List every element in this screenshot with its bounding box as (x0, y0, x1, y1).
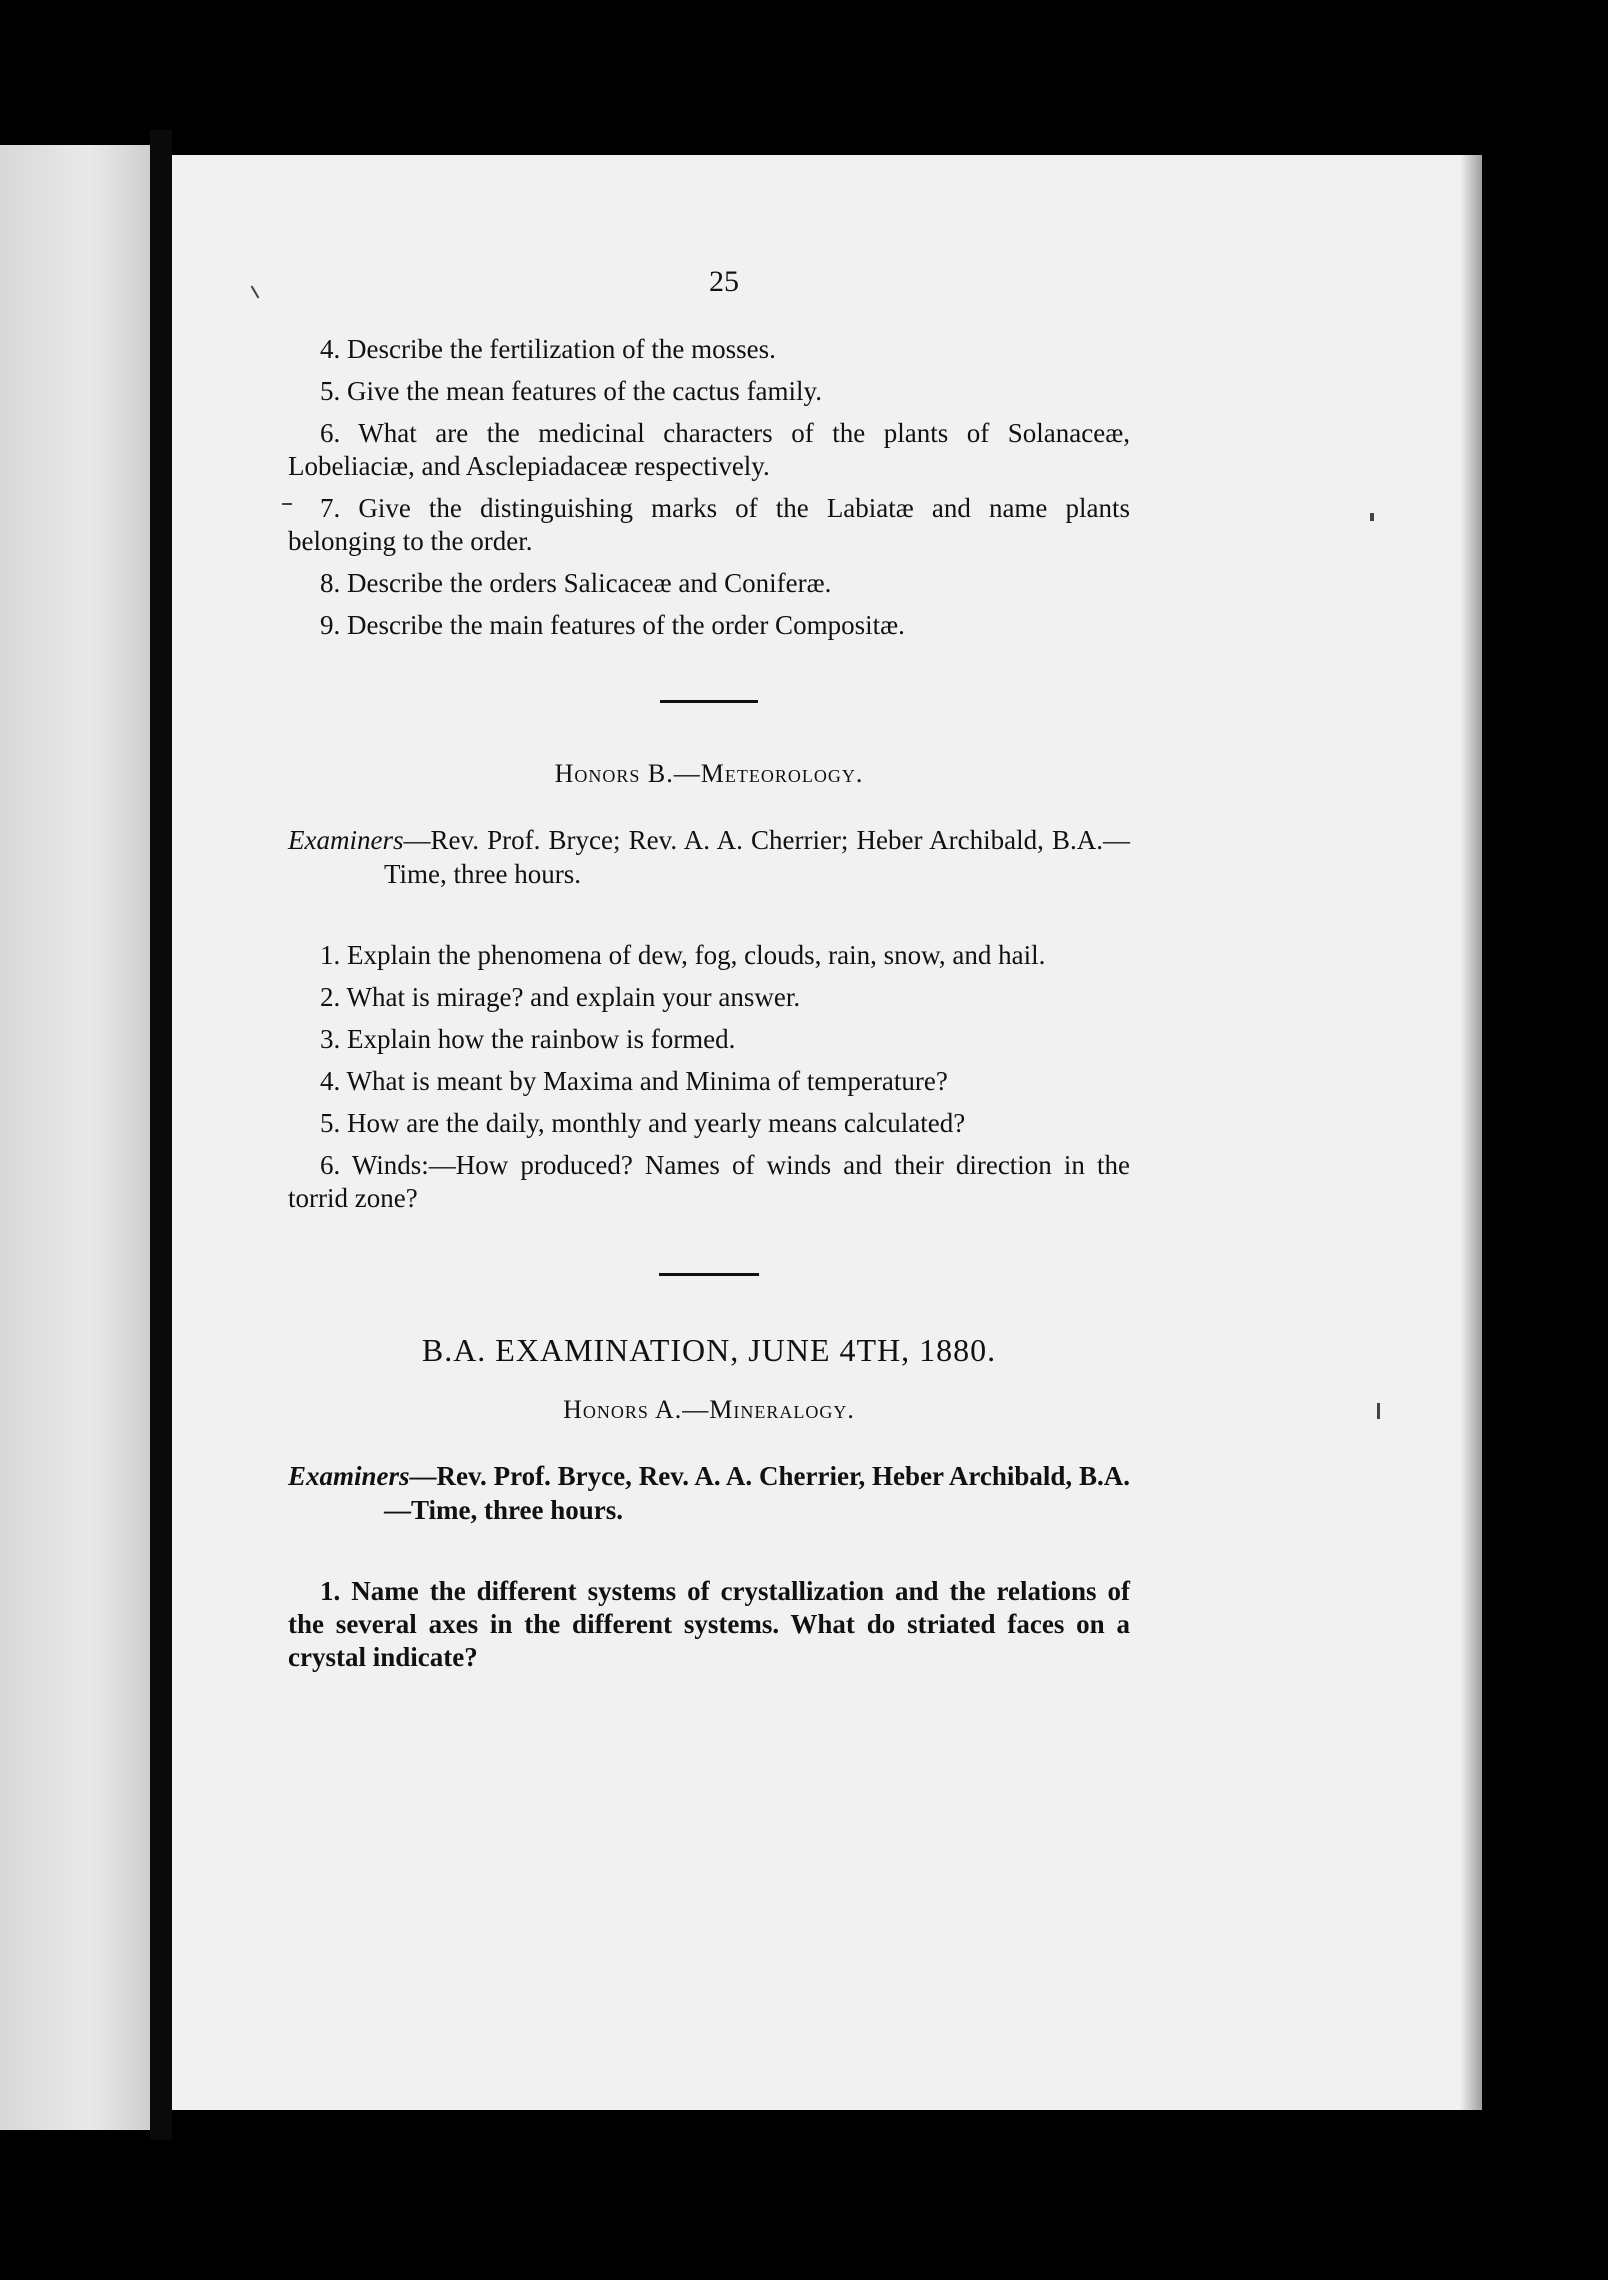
examiners-label: Examiners (288, 1461, 410, 1491)
question-item: 1. Name the different systems of crystallization and the relations of the several axes in the different systems. What do striated faces on a crystal indicate? (288, 1576, 1130, 1672)
question-item: 2. What is mirage? and explain your answer. (320, 982, 801, 1012)
mineralogy-questions (288, 1575, 1130, 1674)
scan-speck (251, 285, 260, 298)
question-item: 9. Describe the main features of the order Compositæ. (320, 610, 905, 640)
exam-title: B.A. EXAMINATION, JUNE 4TH, 1880. (421, 1332, 997, 1368)
meteorology-questions (288, 939, 1130, 1215)
question-item: 3. Explain how the rainbow is formed. (320, 1024, 736, 1054)
examiners-text: —Rev. Prof. Bryce; Rev. A. A. Cherrier; Heber Archibald, B.A.—Time, three hours. (384, 825, 1130, 889)
question-item: 7. Give the distinguishing marks of the Labiatæ and name plants belonging to the order. (288, 493, 1130, 556)
question-item: 5. Give the mean features of the cactus family. (320, 376, 823, 406)
book-spine (150, 130, 172, 2140)
page-edge-shadow (1460, 155, 1482, 2110)
section-heading-meteorology: Honors B.—Meteorology. (554, 759, 864, 788)
question-item: 8. Describe the orders Salicaceæ and Coniferæ. (320, 568, 832, 598)
page-number: 25 (709, 265, 739, 298)
question-item: 5. How are the daily, monthly and yearly means calculated? (320, 1108, 966, 1138)
section-divider (660, 700, 758, 703)
section-heading-mineralogy: Honors A.—Mineralogy. (563, 1395, 855, 1424)
page-content (288, 265, 1130, 1683)
examiners-label: Examiners (288, 825, 404, 855)
scan-speck (1370, 513, 1374, 521)
question-item: 6. What are the medicinal characters of the plants of Solanaceæ, Lobeliaciæ, and Asclepiadaceæ respectively. (288, 418, 1130, 481)
section-divider (659, 1273, 759, 1276)
left-page-edge (0, 145, 150, 2130)
question-item: 6. Winds:—How produced? Names of winds and their direction in the torrid zone? (288, 1150, 1130, 1213)
question-item: 4. Describe the fertilization of the mosses. (320, 334, 776, 364)
question-item: 4. What is meant by Maxima and Minima of temperature? (320, 1066, 948, 1096)
question-item: 1. Explain the phenomena of dew, fog, clouds, rain, snow, and hail. (320, 940, 1046, 970)
examiners-line (288, 823, 1130, 891)
scan-speck (1377, 1403, 1380, 1419)
botany-questions (288, 333, 1130, 642)
examiners-text: —Rev. Prof. Bryce, Rev. A. A. Cherrier, Heber Archibald, B.A.—Time, three hours. (384, 1461, 1130, 1525)
examiners-line (288, 1459, 1130, 1527)
